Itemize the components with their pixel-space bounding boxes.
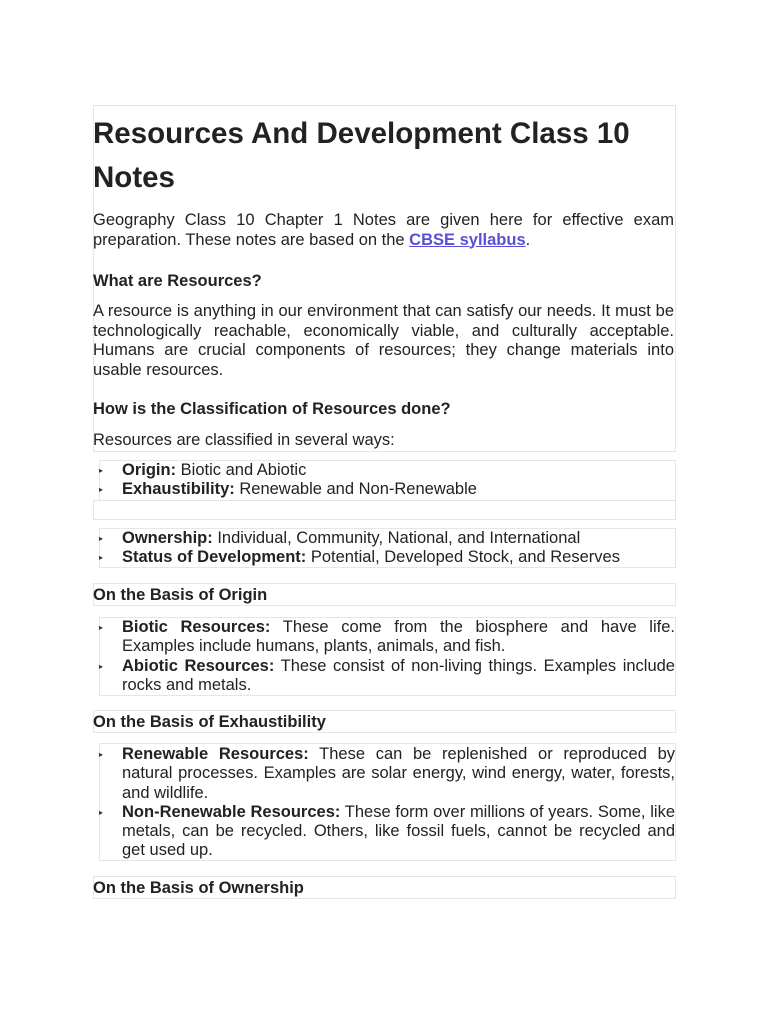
- bullet-icon: ▸: [99, 485, 104, 495]
- item-desc: Potential, Developed Stock, and Reserves: [306, 548, 620, 567]
- page-title: Resources And Development Class 10 Notes: [93, 117, 630, 194]
- item-term: Ownership:: [122, 529, 213, 547]
- intro-text: Geography Class 10 Chapter 1 Notes are given here for effective exam preparation. These notes are based on the: [93, 211, 674, 249]
- list-item: [99, 480, 675, 499]
- bullet-icon: ▸: [99, 623, 104, 632]
- intro-text-end: .: [525, 230, 531, 249]
- item-term: Renewable Resources:: [122, 745, 309, 763]
- bullet-icon: ▸: [99, 807, 104, 817]
- list-item: [99, 657, 675, 696]
- cbse-syllabus-link[interactable]: CBSE syllabus: [409, 230, 526, 249]
- list-item: [99, 745, 675, 803]
- resource-definition-paragraph: A resource is anything in our environment that can satisfy our needs. It must be technologically reachable, economically viable, and culturally acceptable. Humans are crucial components of resources; they change materials into usable resources.: [93, 302, 674, 379]
- classification-list-1: [99, 461, 675, 500]
- item-term: Abiotic Resources:: [122, 656, 275, 675]
- item-term: Origin:: [122, 461, 177, 479]
- item-term: Non-Renewable Resources:: [122, 802, 341, 821]
- classification-intro-paragraph: Resources are classified in several ways:: [93, 431, 395, 449]
- list-item: [99, 618, 675, 657]
- bullet-icon: ▸: [99, 534, 104, 543]
- list-item: [99, 529, 675, 548]
- classification-list-2: [99, 529, 675, 568]
- list-item: [99, 803, 675, 861]
- bullet-icon: ▸: [99, 466, 104, 475]
- item-term: Exhaustibility:: [122, 480, 235, 499]
- spacer-frame: [93, 500, 676, 520]
- item-desc: These come from the biosphere and have life. Examples include humans, plants, animals, and fish.: [122, 618, 675, 656]
- item-desc: Biotic and Abiotic: [176, 461, 307, 479]
- item-term: Biotic Resources:: [122, 618, 271, 636]
- bullet-icon: ▸: [99, 750, 104, 759]
- item-desc: These form over millions of years. Some, like metals, can be recycled. Others, like fossil fuels, cannot be recycled and get used up.: [122, 802, 675, 860]
- list-item: [99, 461, 675, 480]
- bullet-icon: ▸: [99, 553, 104, 563]
- item-desc: These can be replenished or reproduced by natural processes. Examples are solar energy, wind energy, water, forests, and wildlife.: [122, 745, 675, 802]
- item-desc: Individual, Community, National, and International: [212, 529, 581, 547]
- heading-basis-of-exhaustibility: On the Basis of Exhaustibility: [93, 713, 326, 731]
- heading-basis-of-origin: On the Basis of Origin: [93, 586, 268, 604]
- list-item: [99, 548, 675, 567]
- origin-list: [99, 618, 675, 695]
- item-desc: These consist of non-living things. Examples include rocks and metals.: [122, 656, 675, 694]
- question-what-are-resources: What are Resources?: [93, 272, 262, 290]
- intro-paragraph: [93, 211, 674, 250]
- question-classification: How is the Classification of Resources done?: [93, 400, 451, 418]
- bullet-icon: ▸: [99, 661, 104, 671]
- heading-basis-of-ownership: On the Basis of Ownership: [93, 879, 304, 897]
- item-desc: Renewable and Non-Renewable: [234, 480, 477, 499]
- item-term: Status of Development:: [122, 548, 307, 567]
- exhaustibility-list: [99, 745, 675, 861]
